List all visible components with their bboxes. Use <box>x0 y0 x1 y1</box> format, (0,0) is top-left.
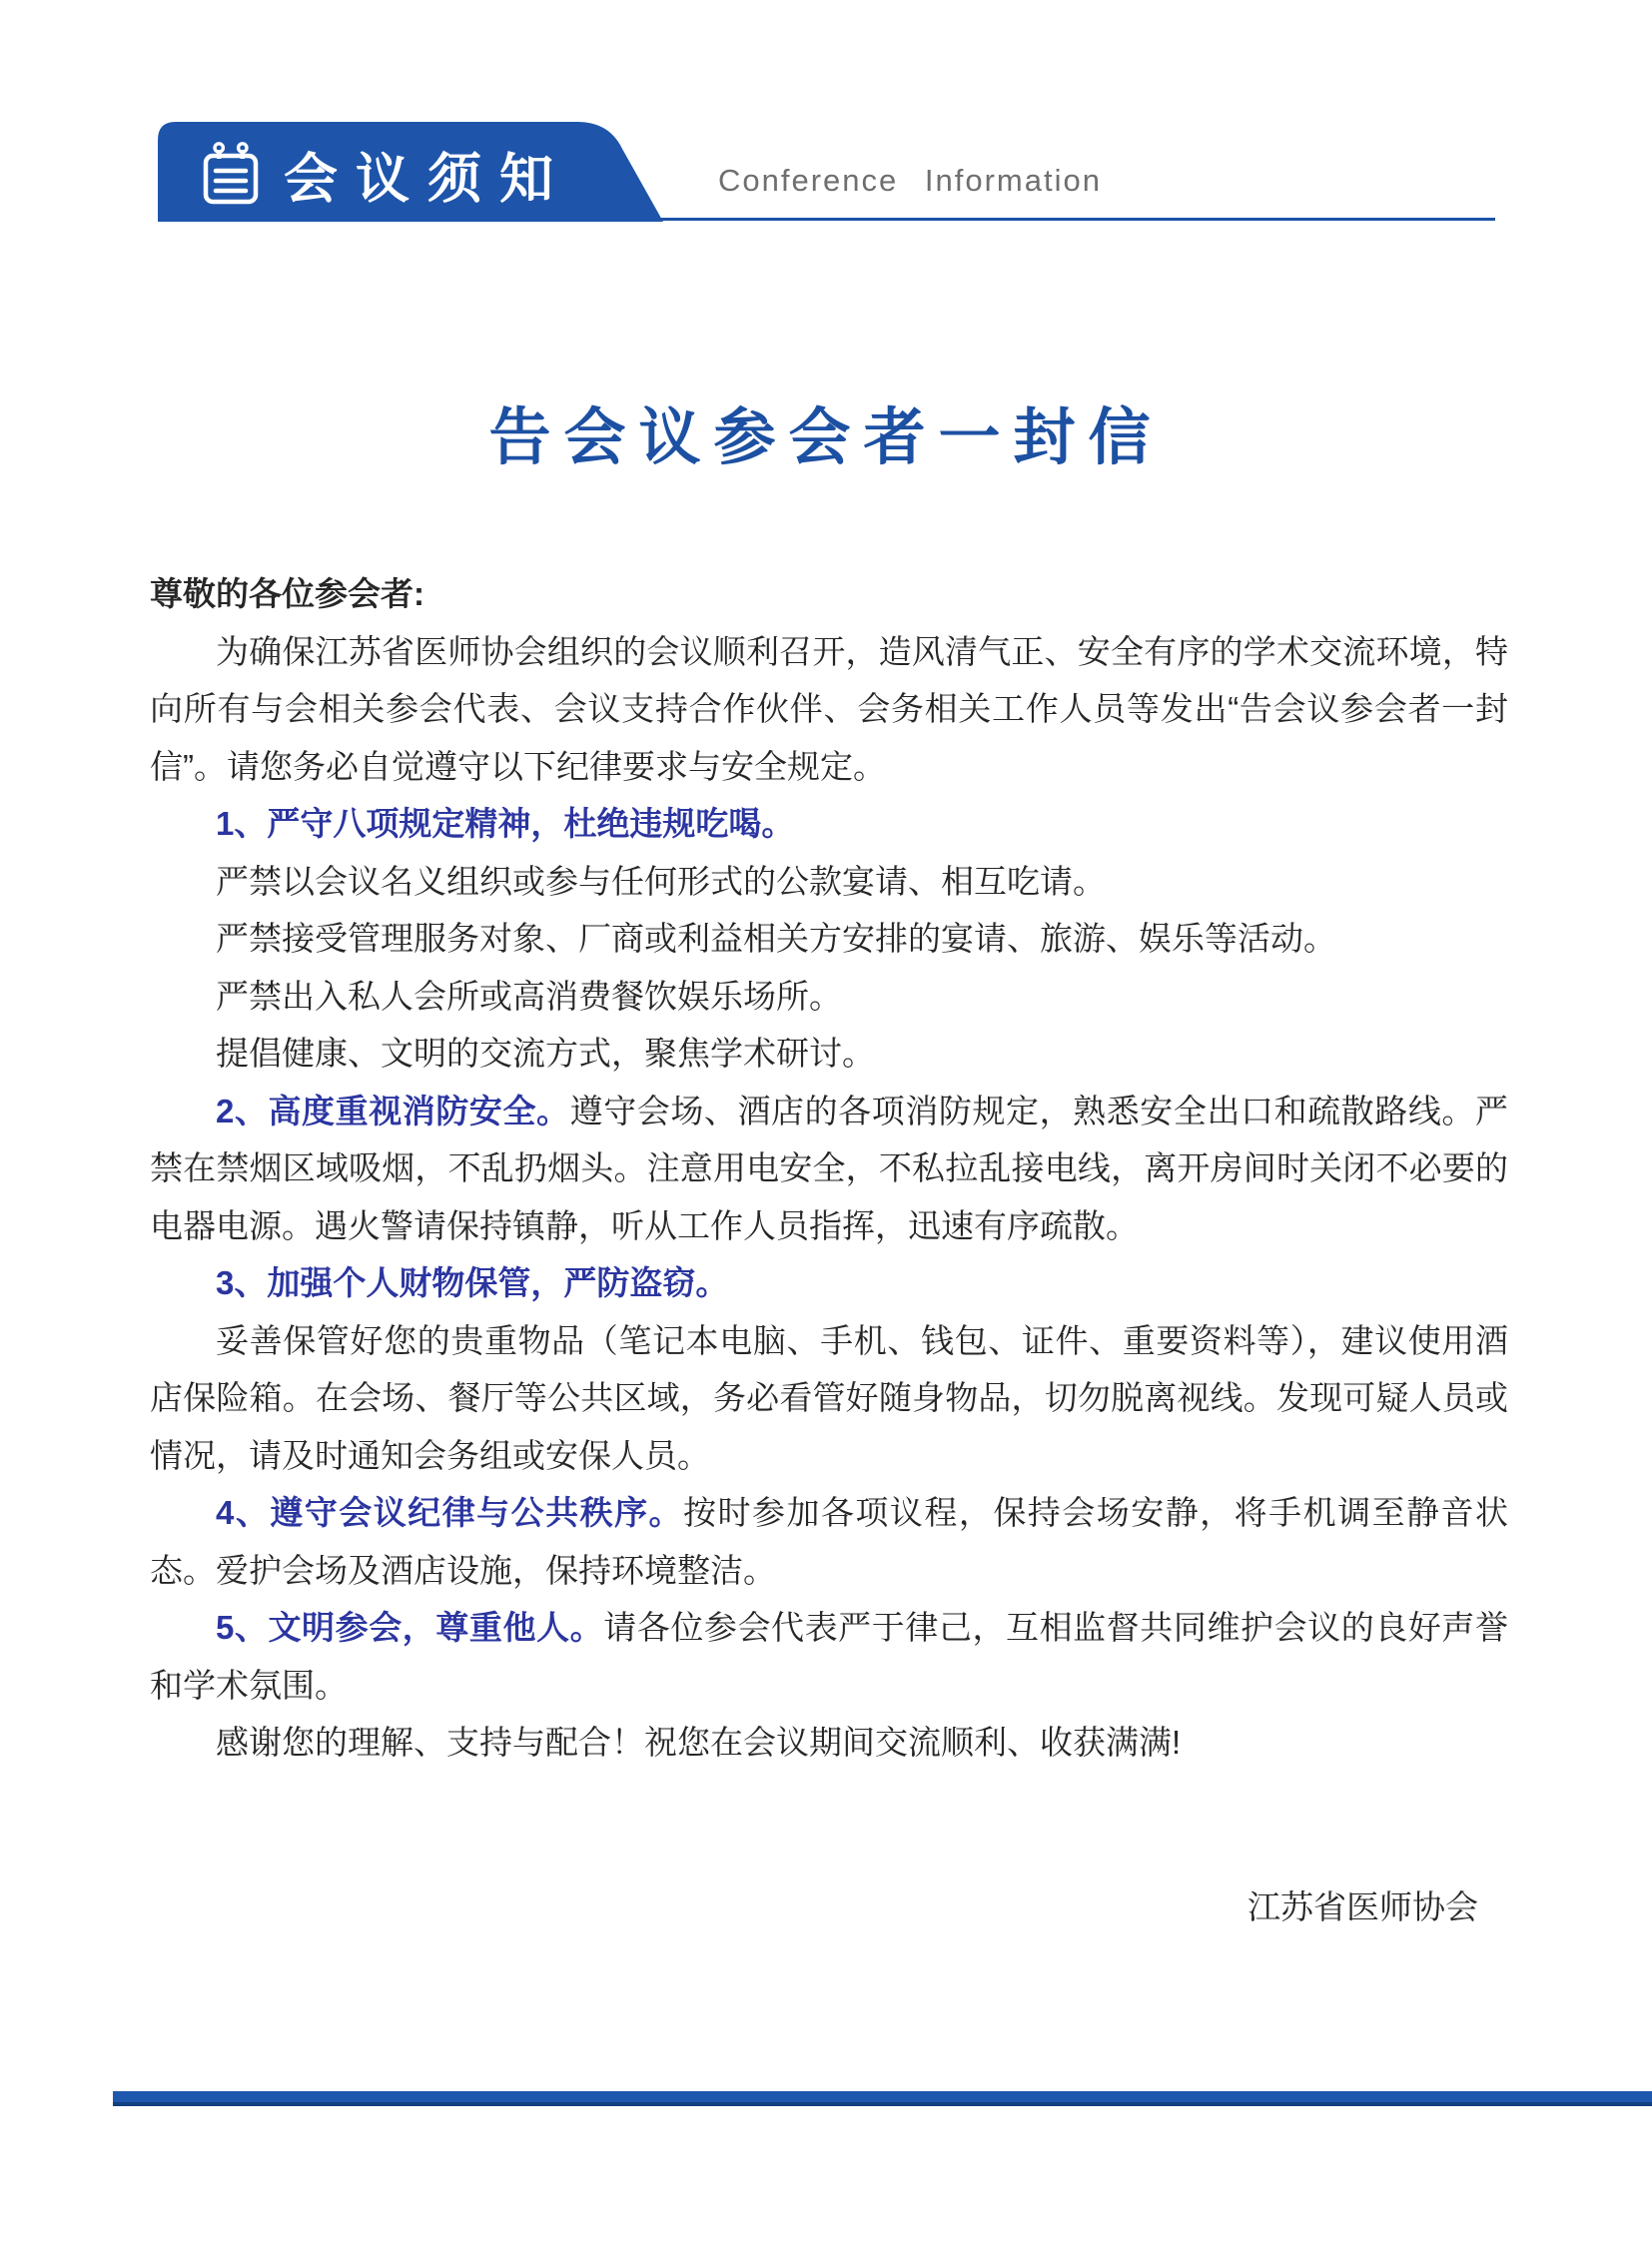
paragraph-closing: 感谢您的理解、支持与配合！祝您在会议期间交流顺利、收获满满! <box>216 1724 1182 1761</box>
footer-bar <box>113 2091 1652 2106</box>
page-title: 告会议参会者一封信 <box>488 403 1164 472</box>
rule-4-heading: 4、遵守会议纪律与公共秩序。 <box>216 1494 684 1531</box>
rule-2-heading: 2、高度重视消防安全。 <box>216 1092 570 1129</box>
salutation: 尊敬的各位参会者: <box>150 575 424 612</box>
paragraph-rule-1-item: 严禁出入私人会所或高消费餐饮娱乐场所。 <box>216 977 842 1015</box>
header-subtitle-en: Conference Information <box>718 163 1102 198</box>
letter-body <box>150 565 1508 1772</box>
paragraph-rule-1-item: 提倡健康、文明的交流方式，聚焦学术研讨。 <box>216 1035 875 1072</box>
header-banner <box>158 122 663 222</box>
paragraph-rule-4: 4、遵守会议纪律与公共秩序。按时参加各项议程，保持会场安静，将手机调至静音状态。爱护会场及酒店设施，保持环境整洁。 <box>150 1494 1508 1589</box>
paragraph-intro: 为确保江苏省医师协会组织的会议顺利召开，造风清气正、安全有序的学术交流环境，特向所有与会相关参会代表、会议支持合作伙伴、会务相关工作人员等发出“告会议参会者一封信”。请您务必自觉遵守以下纪律要求与安全规定。 <box>150 632 1508 785</box>
paragraph-rule-2: 2、高度重视消防安全。遵守会场、酒店的各项消防规定，熟悉安全出口和疏散路线。严禁在禁烟区域吸烟，不乱扔烟头。注意用电安全，不私拉乱接电线，离开房间时关闭不必要的电器电源。遇火警请保持镇静，听从工作人员指挥，迅速有序疏散。 <box>150 1092 1509 1244</box>
rule-3-heading: 3、加强个人财物保管，严防盗窃。 <box>216 1264 729 1301</box>
paragraph-rule-3 <box>150 1254 1508 1312</box>
clipboard-icon <box>202 141 260 212</box>
rule-1-heading: 1、严守八项规定精神，杜绝违规吃喝。 <box>216 805 795 842</box>
paragraph-rule-1-item: 严禁以会议名义组织或参与任何形式的公款宴请、相互吃请。 <box>216 862 1106 900</box>
paragraph-rule-1-item: 严禁接受管理服务对象、厂商或利益相关方安排的宴请、旅游、娱乐等活动。 <box>216 920 1336 957</box>
banner-title: 会议须知 <box>284 149 571 210</box>
paragraph-rule-5: 5、文明参会，尊重他人。请各位参会代表严于律己，互相监督共同维护会议的良好声誉和学术氛围。 <box>150 1609 1508 1704</box>
rule-5-heading: 5、文明参会，尊重他人。 <box>216 1609 604 1646</box>
paragraph-rule-3-item: 妥善保管好您的贵重物品（笔记本电脑、手机、钱包、证件、重要资料等），建议使用酒店保险箱。在会场、餐厅等公共区域，务必看管好随身物品，切勿脱离视线。发现可疑人员或情况，请及时通知会务组或安保人员。 <box>150 1321 1508 1474</box>
signature: 江苏省医师协会 <box>1247 1888 1478 1925</box>
paragraph-rule-1 <box>150 795 1508 853</box>
header-rule <box>661 218 1495 221</box>
